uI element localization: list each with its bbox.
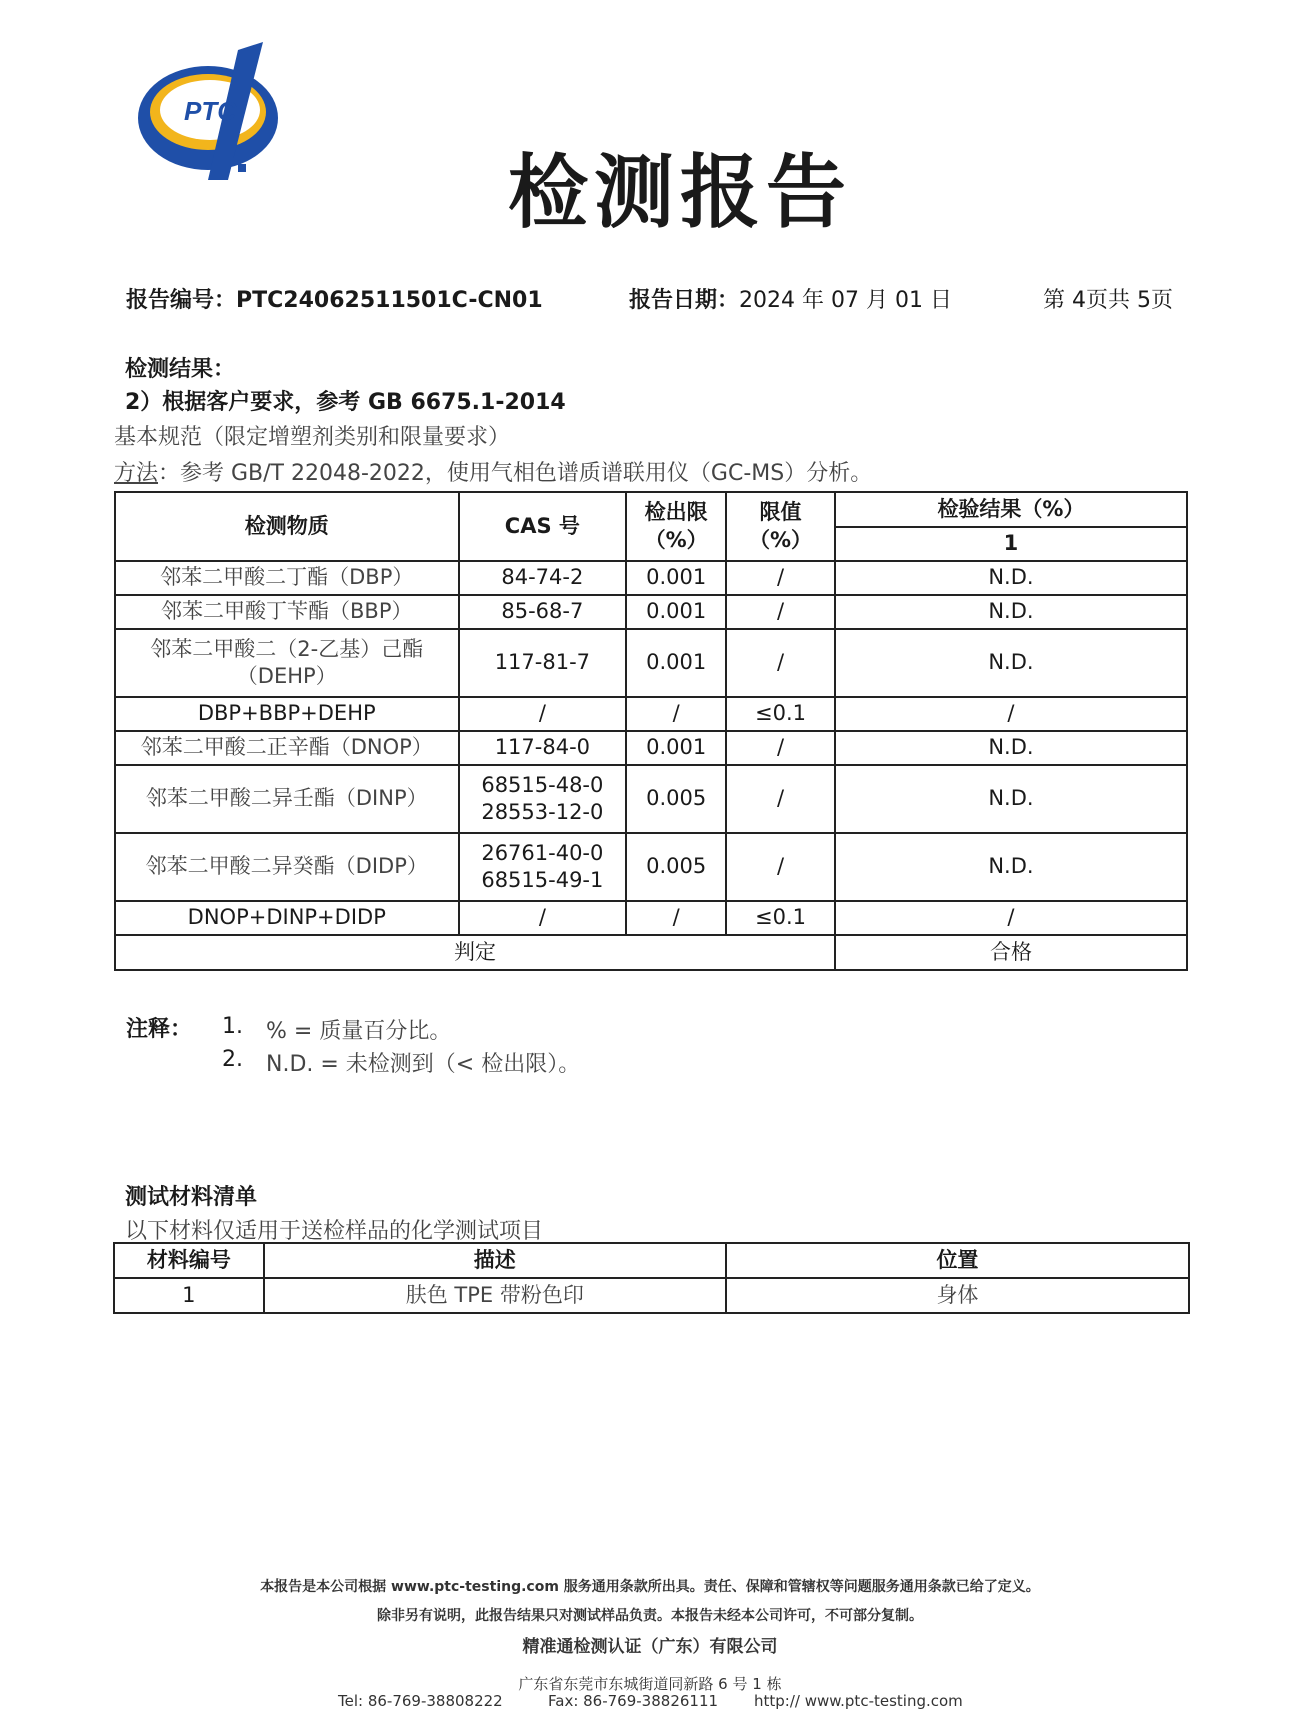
header-substance: 检测物质 (115, 492, 459, 561)
table-row: 邻苯二甲酸二异癸酯（DIDP） 26761-40-0 68515-49-1 0.005 / N.D. (115, 833, 1187, 901)
footer-address: 广东省东莞市东城街道同新路 6 号 1 栋 (518, 1675, 782, 1693)
header-result: 检验结果（%） (835, 492, 1187, 527)
note-text: % = 质量百分比。 (266, 1019, 452, 1044)
verdict-row (115, 935, 1187, 970)
results-table (114, 491, 1188, 971)
header-sample: 1 (835, 527, 1187, 561)
results-item: 2）根据客户要求，参考 GB 6675.1-2014 (125, 390, 566, 415)
page-info: 第 4页共 5页 (1043, 288, 1173, 313)
footer-tel: Tel: 86-769-38808222 (338, 1692, 503, 1710)
table-row: 邻苯二甲酸二异壬酯（DINP） 68515-48-0 28553-12-0 0.005 / N.D. (115, 765, 1187, 833)
report-number: 报告编号：PTC24062511501C-CN01 (126, 288, 543, 313)
note-item: 1. (222, 1014, 243, 1039)
table-row: 邻苯二甲酸二丁酯（DBP） 84-74-2 0.001 / N.D. (115, 561, 1187, 595)
materials-heading: 测试材料清单 (125, 1185, 258, 1210)
materials-table (113, 1242, 1190, 1314)
logo-text: PTC (184, 96, 236, 126)
table-row: 1 肤色 TPE 带粉色印 身体 (114, 1278, 1189, 1313)
table-row: DNOP+DINP+DIDP / / ≤0.1 / (115, 901, 1187, 935)
table-row: DBP+BBP+DEHP / / ≤0.1 / (115, 697, 1187, 731)
footer-company: 精准通检测认证（广东）有限公司 (522, 1637, 778, 1657)
notes-label: 注释： (126, 1017, 193, 1042)
footer-line2: 除非另有说明，此报告结果只对测试样品负责。本报告未经本公司许可，不可部分复制。 (377, 1608, 923, 1624)
table-row: 邻苯二甲酸丁苄酯（BBP） 85-68-7 0.001 / N.D. (115, 595, 1187, 629)
note-item: 2. (222, 1047, 243, 1072)
table-row: 邻苯二甲酸二正辛酯（DNOP） 117-84-0 0.001 / N.D. (115, 731, 1187, 765)
results-method: 方法：参考 GB/T 22048-2022，使用气相色谱质谱联用仪（GC-MS）分析。 (114, 461, 873, 486)
header-cas: CAS 号 (459, 492, 627, 561)
results-heading: 检测结果： (125, 357, 236, 382)
footer-web: http:// www.ptc-testing.com (754, 1692, 963, 1710)
footer-fax: Fax: 86-769-38826111 (548, 1692, 719, 1710)
header-limit: 限值 （%） (726, 492, 835, 561)
report-date: 报告日期：2024 年 07 月 01 日 (629, 288, 952, 313)
verdict-value: 合格 (835, 935, 1187, 970)
results-subtitle: 基本规范（限定增塑剂类别和限量要求） (114, 425, 511, 450)
verdict-label: 判定 (115, 935, 835, 970)
note-text: N.D. = 未检测到（< 检出限）。 (266, 1052, 581, 1077)
footer-line1: 本报告是本公司根据 www.ptc-testing.com 服务通用条款所出具。责任、保障和管辖权等问题服务通用条款已给了定义。 (260, 1579, 1040, 1595)
header-material-id: 材料编号 (114, 1243, 264, 1278)
report-title: 检测报告 (508, 146, 852, 239)
header-material-desc: 描述 (264, 1243, 726, 1278)
header-mdl: 检出限 （%） (626, 492, 726, 561)
table-row: 邻苯二甲酸二（2-乙基）己酯 （DEHP） 117-81-7 0.001 / N.D. (115, 629, 1187, 697)
materials-subtitle: 以下材料仅适用于送检样品的化学测试项目 (125, 1219, 544, 1244)
header-material-pos: 位置 (726, 1243, 1189, 1278)
